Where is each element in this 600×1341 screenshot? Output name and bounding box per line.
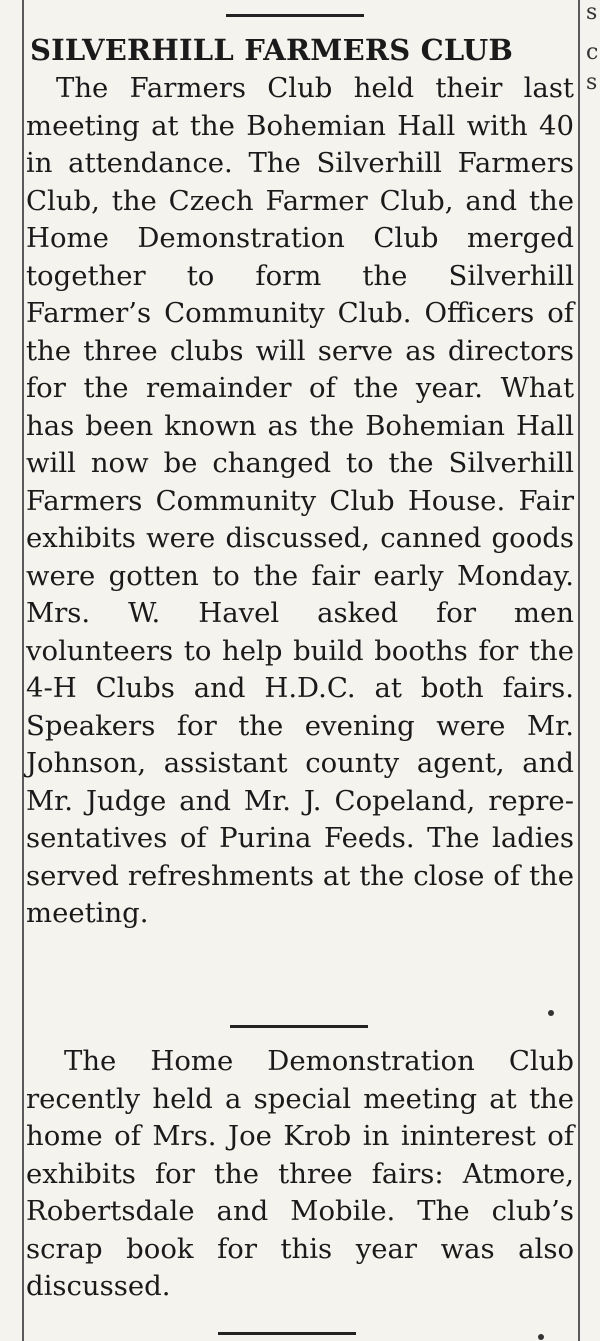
article-headline: SILVERHILL FARMERS CLUB	[30, 33, 514, 67]
article-body-paragraph: The Farmers Club held their last meeting at the Bohemian Hall with 40 in attendance. The Silverhill Farmers Club, the Czech Farmer Club, and the Home Demonstration Club merged together to form the Silverhill Farmer’s Community Club. Officers of the three clubs will serve as directors for the remainder of the year. What has been known as the Bohemian Hall will now be changed to the Silverhill Farmers Community Club House. Fair exhibits were discussed, canned goods were gotten to the fair early Monday. Mrs. W. Havel asked for men volunteers to help build booths for the 4-H Clubs and H.D.C. at both fairs. Speakers for the evening were Mr. Johnson, assistant county agent, and Mr. Judge and Mr. J. Copeland, representatives of Purina Feeds. The ladies served refreshments at the close of the meeting.	[26, 72, 574, 929]
top-divider-rule	[226, 14, 364, 17]
second-article-paragraph: The Home Demonstration Club recently held a special meeting at the home of Mrs. Joe Krob in ininterest of exhibits for the three fairs: Atmore, Robertsdale and Mobile. The club’s scrap book for this year was also discussed.	[26, 1045, 574, 1302]
ink-speck	[538, 1334, 544, 1340]
adjacent-column-fragment: c	[586, 40, 599, 65]
section-divider-rule	[230, 1025, 368, 1028]
adjacent-column-fragment: s	[586, 0, 598, 25]
ink-speck	[548, 1010, 554, 1016]
adjacent-column-fragment: s	[586, 70, 598, 95]
bottom-divider-rule	[218, 1332, 356, 1335]
